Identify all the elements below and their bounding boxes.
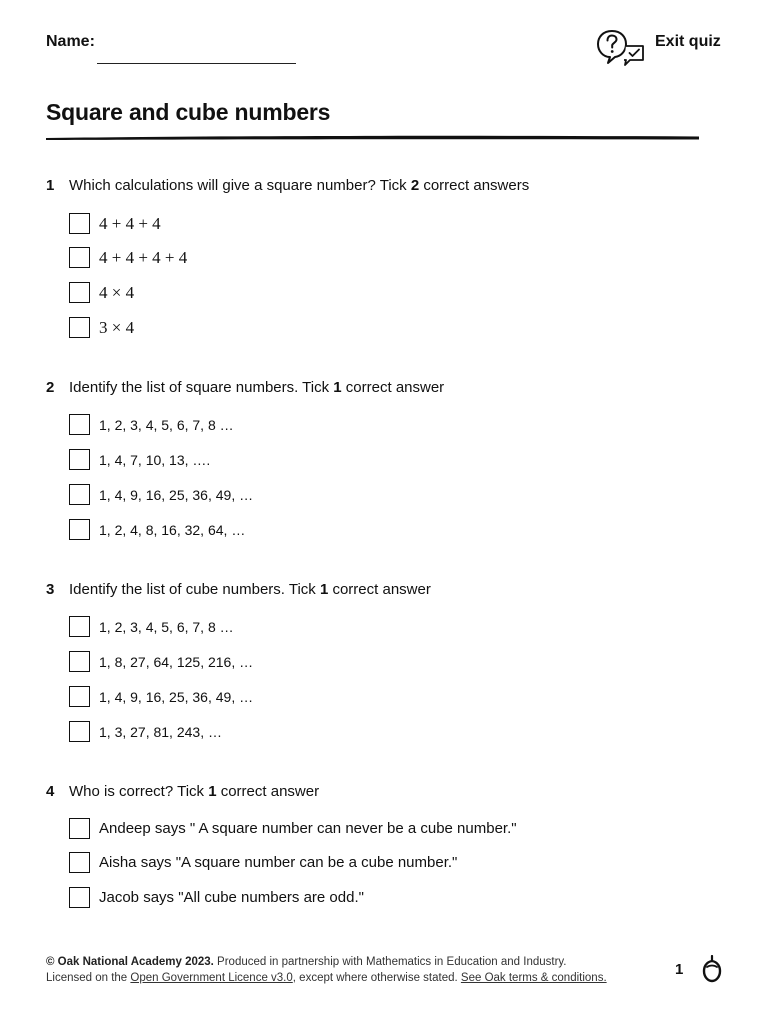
question-1-option-4[interactable]: 3 × 4	[69, 315, 134, 340]
page-number: 1	[675, 961, 684, 978]
question-2-number: 2	[46, 379, 55, 396]
terms-link[interactable]: See Oak terms & conditions.	[460, 972, 607, 984]
question-1-option-3[interactable]: 4 × 4	[69, 280, 134, 305]
checkbox[interactable]	[69, 686, 90, 707]
checkbox[interactable]	[69, 721, 90, 742]
question-4-option-3[interactable]: Jacob says "All cube numbers are odd."	[69, 885, 364, 910]
question-3-option-3[interactable]: 1, 4, 9, 16, 25, 36, 49, …	[69, 684, 253, 709]
question-2-option-2[interactable]: 1, 4, 7, 10, 13, ….	[69, 447, 210, 472]
page-title: Square and cube numbers	[46, 99, 331, 125]
name-field[interactable]	[97, 63, 296, 64]
checkbox[interactable]	[69, 213, 90, 234]
question-1-option-1[interactable]: 4 + 4 + 4	[69, 211, 161, 236]
question-2-option-4[interactable]: 1, 2, 4, 8, 16, 32, 64, …	[69, 517, 245, 542]
name-label: Name:	[46, 33, 95, 50]
footer-line-2: Licensed on the Open Government Licence v3.0, except where otherwise stated. See Oak terms & conditions.	[46, 972, 607, 984]
checkbox[interactable]	[69, 887, 90, 908]
question-2-option-3[interactable]: 1, 4, 9, 16, 25, 36, 49, …	[69, 482, 253, 507]
question-4-number: 4	[46, 783, 55, 800]
checkbox[interactable]	[69, 414, 90, 435]
quiz-speech-bubble-icon	[596, 28, 646, 68]
checkbox[interactable]	[69, 484, 90, 505]
title-divider	[46, 133, 699, 141]
checkbox[interactable]	[69, 818, 90, 839]
question-2-text: Identify the list of square numbers. Tick 1 correct answer	[69, 379, 445, 396]
oak-acorn-logo-icon	[702, 955, 722, 983]
checkbox[interactable]	[69, 282, 90, 303]
checkbox[interactable]	[69, 519, 90, 540]
question-3-text: Identify the list of cube numbers. Tick 1 correct answer	[69, 581, 431, 598]
checkbox[interactable]	[69, 317, 90, 338]
question-2-option-1[interactable]: 1, 2, 3, 4, 5, 6, 7, 8 …	[69, 412, 234, 437]
question-3-option-1[interactable]: 1, 2, 3, 4, 5, 6, 7, 8 …	[69, 614, 234, 639]
checkbox[interactable]	[69, 616, 90, 637]
question-4-text: Who is correct? Tick 1 correct answer	[69, 783, 320, 800]
question-1-number: 1	[46, 177, 55, 194]
question-3-option-2[interactable]: 1, 8, 27, 64, 125, 216, …	[69, 649, 253, 674]
question-3-number: 3	[46, 581, 55, 598]
exit-quiz-label: Exit quiz	[655, 33, 721, 50]
question-4-option-1[interactable]: Andeep says " A square number can never be a cube number."	[69, 816, 517, 841]
checkbox[interactable]	[69, 651, 90, 672]
question-1-text: Which calculations will give a square number? Tick 2 correct answers	[69, 177, 530, 194]
checkbox[interactable]	[69, 852, 90, 873]
question-1-option-2[interactable]: 4 + 4 + 4 + 4	[69, 245, 187, 270]
question-4-option-2[interactable]: Aisha says "A square number can be a cube number."	[69, 850, 457, 875]
licence-link[interactable]: Open Government Licence v3.0	[130, 972, 293, 984]
footer-line-1: © Oak National Academy 2023. Produced in partnership with Mathematics in Education and Industry.	[46, 956, 567, 968]
footer	[46, 954, 607, 986]
checkbox[interactable]	[69, 247, 90, 268]
question-3-option-4[interactable]: 1, 3, 27, 81, 243, …	[69, 719, 222, 744]
checkbox[interactable]	[69, 449, 90, 470]
